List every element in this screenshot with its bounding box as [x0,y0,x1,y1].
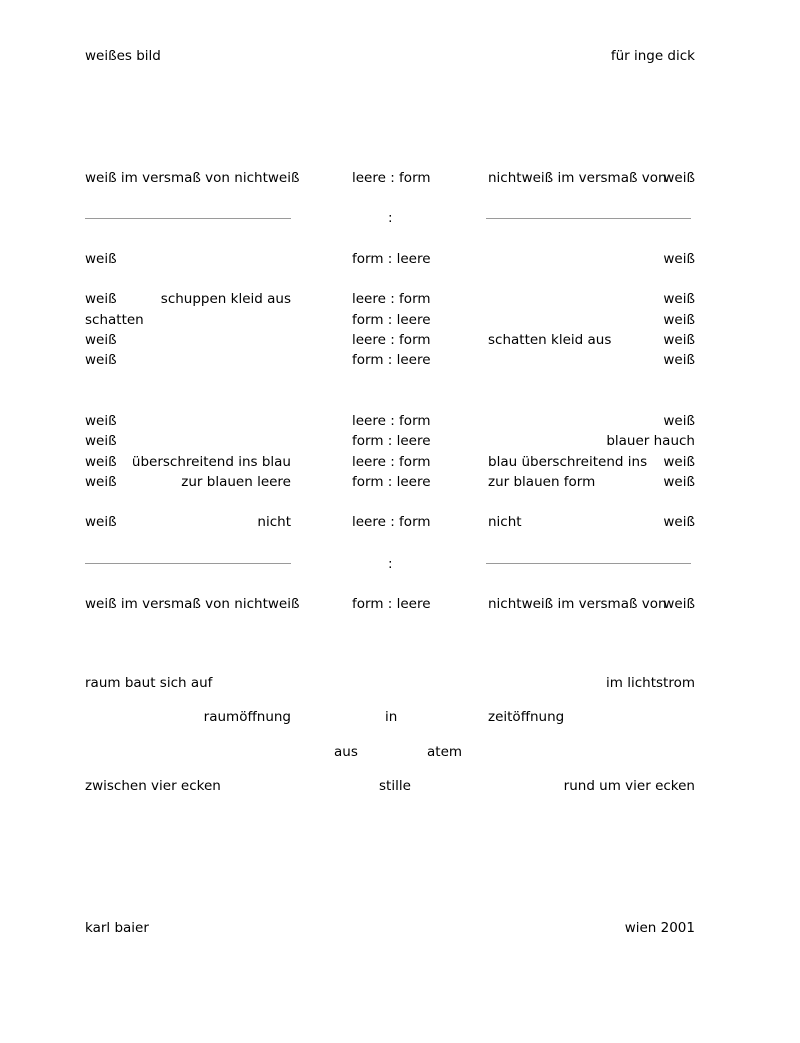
coda-line2-middle: in [385,709,398,725]
s4-right-phrase: nicht [488,514,522,530]
divider-right-bottom [486,563,691,564]
s3-m1: leere : form [352,413,431,429]
coda-line3-left: aus [334,744,358,760]
s2-r1: weiß [663,291,695,307]
coda-line3-right: atem [427,744,463,760]
s3-l4: weiß [85,474,117,490]
s3-l1: weiß [85,413,117,429]
s3-l2: weiß [85,433,117,449]
s2-r3-phrase: schatten kleid aus [488,332,612,348]
coda-line2-right: zeitöffnung [488,709,565,725]
opening-middle: leere : form [352,170,431,186]
s2-m4: form : leere [352,352,431,368]
s3-m3: leere : form [352,454,431,470]
s3-r1: weiß [663,413,695,429]
s2-l4: weiß [85,352,117,368]
closing-left: weiß im versmaß von nichtweiß [85,596,300,612]
poem-title: weißes bild [85,48,161,64]
coda-line4-right: rund um vier ecken [563,778,695,794]
divider-colon-top: : [388,210,393,226]
s2-l3: weiß [85,332,117,348]
s3-r4-phrase: zur blauen form [488,474,596,490]
s3-r3-phrase: blau überschreitend ins [488,454,648,470]
divider-left-top [85,218,291,219]
s4-middle: leere : form [352,514,431,530]
dedication: für inge dick [610,48,695,64]
closing-middle: form : leere [352,596,431,612]
s2-r3: weiß [663,332,695,348]
s2-m2: form : leere [352,312,431,328]
s2-m1: leere : form [352,291,431,307]
coda-line1-right: im lichtstrom [606,675,695,691]
opening-right-text: nichtweiß im versmaß von [488,170,667,186]
coda-line4-left: zwischen vier ecken [85,778,221,794]
s4-left: weiß [85,514,117,530]
closing-right-word: weiß [663,596,695,612]
opening-left: weiß im versmaß von nichtweiß [85,170,300,186]
s1-left: weiß [85,251,117,267]
place-date: wien 2001 [624,920,695,936]
s3-l4-phrase: zur blauen leere [181,474,291,490]
s3-r4: weiß [663,474,695,490]
s3-r2: blauer hauch [606,433,695,449]
s4-right: weiß [663,514,695,530]
divider-colon-bottom: : [388,556,393,572]
s3-l3-phrase: überschreitend ins blau [131,454,291,470]
s1-right: weiß [663,251,695,267]
s3-m4: form : leere [352,474,431,490]
s2-m3: leere : form [352,332,431,348]
s3-m2: form : leere [352,433,431,449]
divider-left-bottom [85,563,291,564]
divider-right-top [486,218,691,219]
s4-left-phrase: nicht [257,514,291,530]
coda-line1-left: raum baut sich auf [85,675,213,691]
s2-r4: weiß [663,352,695,368]
opening-right-word: weiß [663,170,695,186]
s3-r3: weiß [663,454,695,470]
s1-middle: form : leere [352,251,431,267]
closing-right-text: nichtweiß im versmaß von [488,596,667,612]
s2-l2: schatten [85,312,144,328]
coda-line4-middle: stille [379,778,411,794]
s2-l1-phrase: schuppen kleid aus [160,291,291,307]
coda-line2-left: raumöffnung [203,709,291,725]
s2-l1: weiß [85,291,117,307]
s2-r2: weiß [663,312,695,328]
s3-l3: weiß [85,454,117,470]
author: karl baier [85,920,149,936]
